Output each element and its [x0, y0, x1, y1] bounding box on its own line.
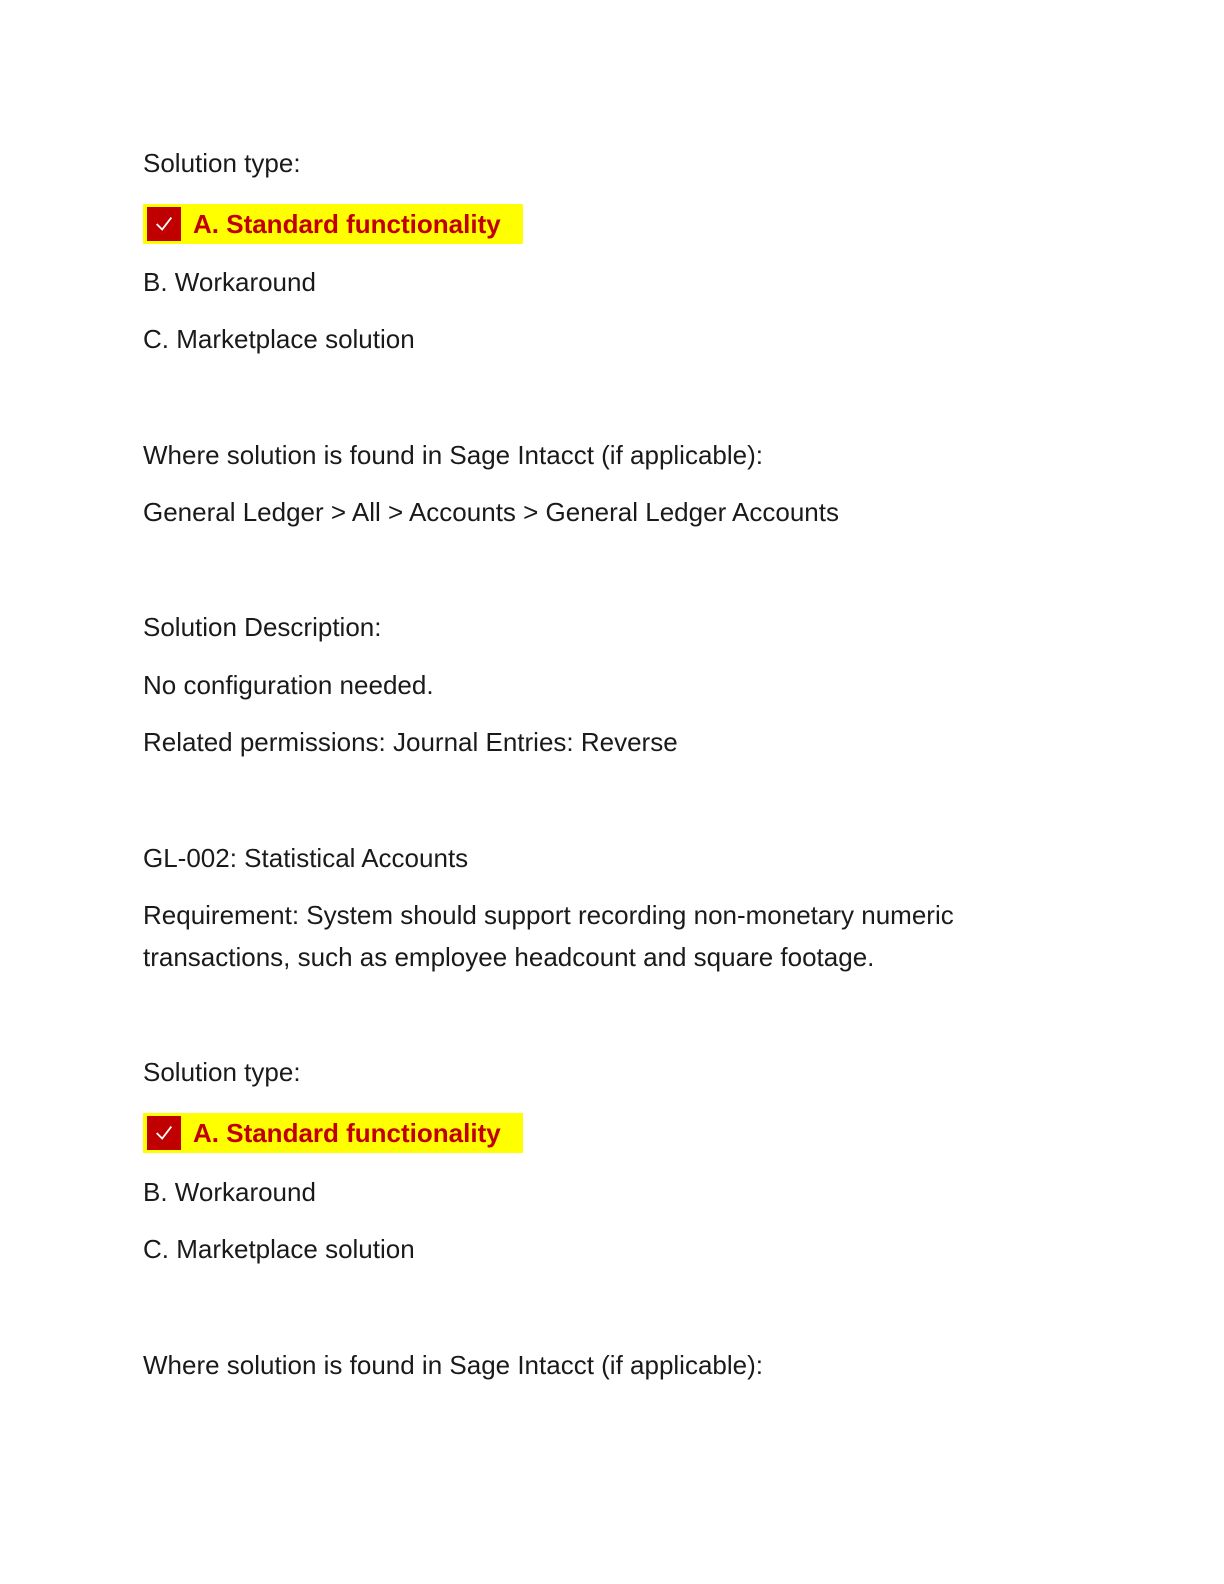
where-found-label: Where solution is found in Sage Intacct (if applicable): [143, 1350, 764, 1380]
option-c: C. Marketplace solution [143, 1234, 415, 1264]
checkmark-icon [147, 207, 181, 241]
solution-type-label: Solution type: [143, 148, 301, 178]
option-c: C. Marketplace solution [143, 324, 415, 354]
selected-solution-option [143, 1113, 523, 1153]
navigation-path: General Ledger > All > Accounts > General Ledger Accounts [143, 497, 839, 527]
selected-option-label: A. Standard functionality [193, 208, 501, 239]
description-text: No configuration needed. [143, 670, 434, 700]
option-b: B. Workaround [143, 1177, 316, 1207]
option-b: B. Workaround [143, 267, 316, 297]
checkmark-icon [147, 1116, 181, 1150]
selected-solution-option [143, 204, 523, 244]
selected-option-label: A. Standard functionality [193, 1117, 501, 1148]
requirement-text: Requirement: System should support recording non-monetary numeric transactions, such as employee headcount and square footage. [143, 900, 954, 972]
solution-type-label: Solution type: [143, 1057, 301, 1087]
solution-description-label: Solution Description: [143, 612, 382, 642]
related-permissions: Related permissions: Journal Entries: Reverse [143, 727, 678, 757]
requirement-id-heading: GL-002: Statistical Accounts [143, 843, 469, 873]
where-found-label: Where solution is found in Sage Intacct (if applicable): [143, 440, 764, 470]
